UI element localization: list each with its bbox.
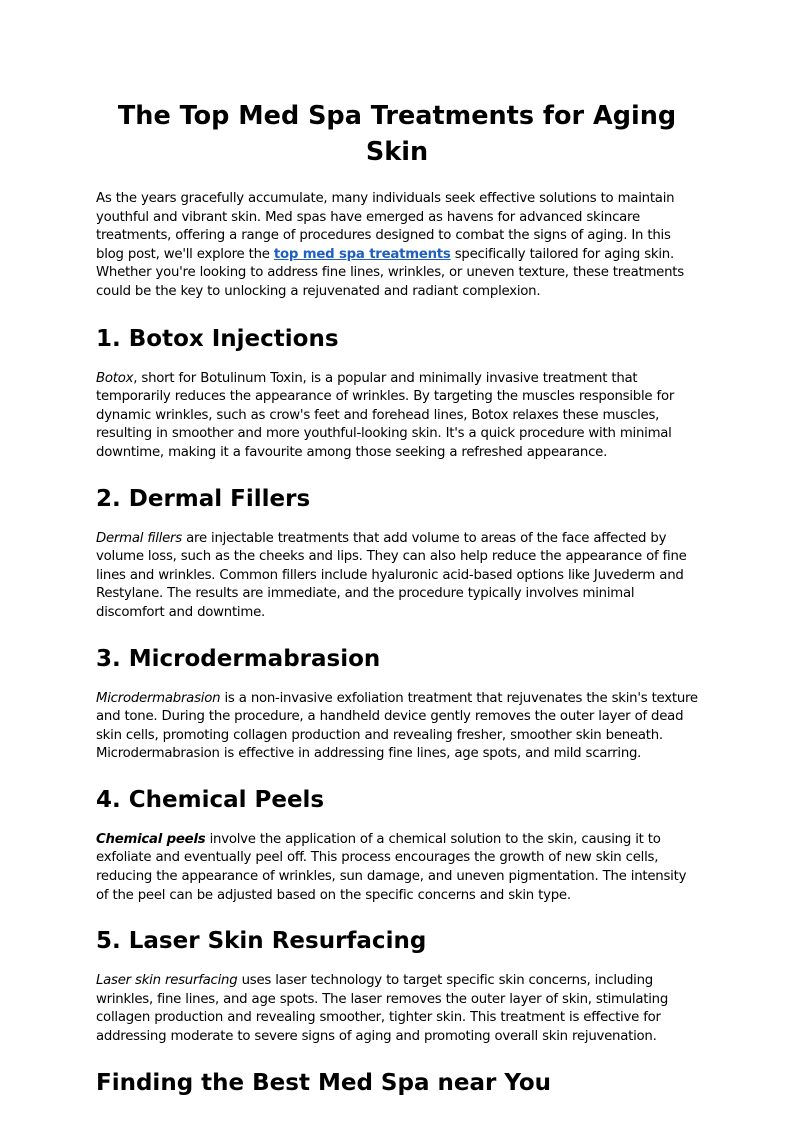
section-lead-term: Microdermabrasion — [96, 690, 221, 706]
section-body-text: involve the application of a chemical solution to the skin, causing it to exfoliate and eventually peel off. This process encourages the growth of new skin cells, reducing the appearance of wrinkles, sun damage, and uneven pigmentation. The intensity of the peel can be adjusted based on the specific concerns and skin type. — [96, 831, 687, 903]
intro-text-before-link: As the years gracefully accumulate, many individuals seek effective solutions to maintain youthful and vibrant skin. Med spas have emerged as havens for advanced skincare treatments, offering a range of procedures designed to combat the signs of aging. In this blog post, we'll explore the — [96, 191, 675, 262]
section-heading: 3. Microdermabrasion — [96, 645, 381, 672]
top-med-spa-treatments-link[interactable]: top med spa treatments — [273, 246, 451, 262]
intro-text-after-link: specifically tailored for aging skin. Whether you're looking to address fine lines, wrinkles, or uneven texture, these treatments could be the key to unlocking a rejuvenated and radiant complexion. — [96, 246, 684, 299]
section-paragraph — [96, 831, 698, 905]
section-body-text: , short for Botulinum Toxin, is a popular and minimally invasive treatment that temporarily reduces the appearance of wrinkles. By targeting the muscles responsible for dynamic wrinkles, such as crow's feet and forehead lines, Botox relaxes these muscles, resulting in smoother and more youthful-looking skin. It's a quick procedure with minimal downtime, making it a favourite among those seeking a refreshed appearance. — [96, 370, 675, 460]
section-paragraph — [96, 690, 698, 764]
section-lead-term: Chemical peels — [96, 831, 206, 847]
section-body-text: is a non-invasive exfoliation treatment that rejuvenates the skin's texture and tone. During the procedure, a handheld device gently removes the outer layer of dead skin cells, promoting collagen production and revealing fresher, smoother skin beneath. Microdermabrasion is effective in addressing fine lines, age spots, and mild scarring. — [96, 690, 698, 762]
section-heading: 1. Botox Injections — [96, 325, 339, 352]
page-title: The Top Med Spa Treatments for Aging Skin — [117, 101, 677, 167]
section-heading: 2. Dermal Fillers — [96, 485, 311, 512]
section-heading: 5. Laser Skin Resurfacing — [96, 928, 427, 955]
intro-paragraph — [96, 190, 698, 302]
section-laser-skin-resurfacing — [96, 926, 698, 1046]
section-lead-term: Laser skin resurfacing — [96, 973, 238, 989]
section-microdermabrasion — [96, 644, 698, 764]
section-botox-injections — [96, 324, 698, 463]
section-dermal-fillers — [96, 484, 698, 623]
section-chemical-peels — [96, 785, 698, 905]
section-paragraph — [96, 530, 698, 623]
section-paragraph — [96, 972, 698, 1046]
section-lead-term: Botox — [96, 370, 134, 386]
section-body-text: uses laser technology to target specific skin concerns, including wrinkles, fine lines, and age spots. The laser removes the outer layer of skin, stimulating collagen production and revealing smoother, tighter skin. This treatment is effective for addressing moderate to severe signs of aging and promoting overall skin rejuvenation. — [96, 973, 669, 1045]
section-body-text: are injectable treatments that add volume to areas of the face affected by volume loss, such as the cheeks and lips. They can also help reduce the appearance of fine lines and wrinkles. Common fillers include hyaluronic acid-based options like Juvederm and Restylane. The results are immediate, and the procedure typically involves minimal discomfort and downtime. — [96, 530, 687, 620]
section-heading: 4. Chemical Peels — [96, 786, 325, 813]
section-lead-term: Dermal fillers — [96, 530, 182, 546]
finding-best-med-spa-heading: Finding the Best Med Spa near You — [96, 1069, 552, 1096]
section-paragraph — [96, 370, 698, 463]
